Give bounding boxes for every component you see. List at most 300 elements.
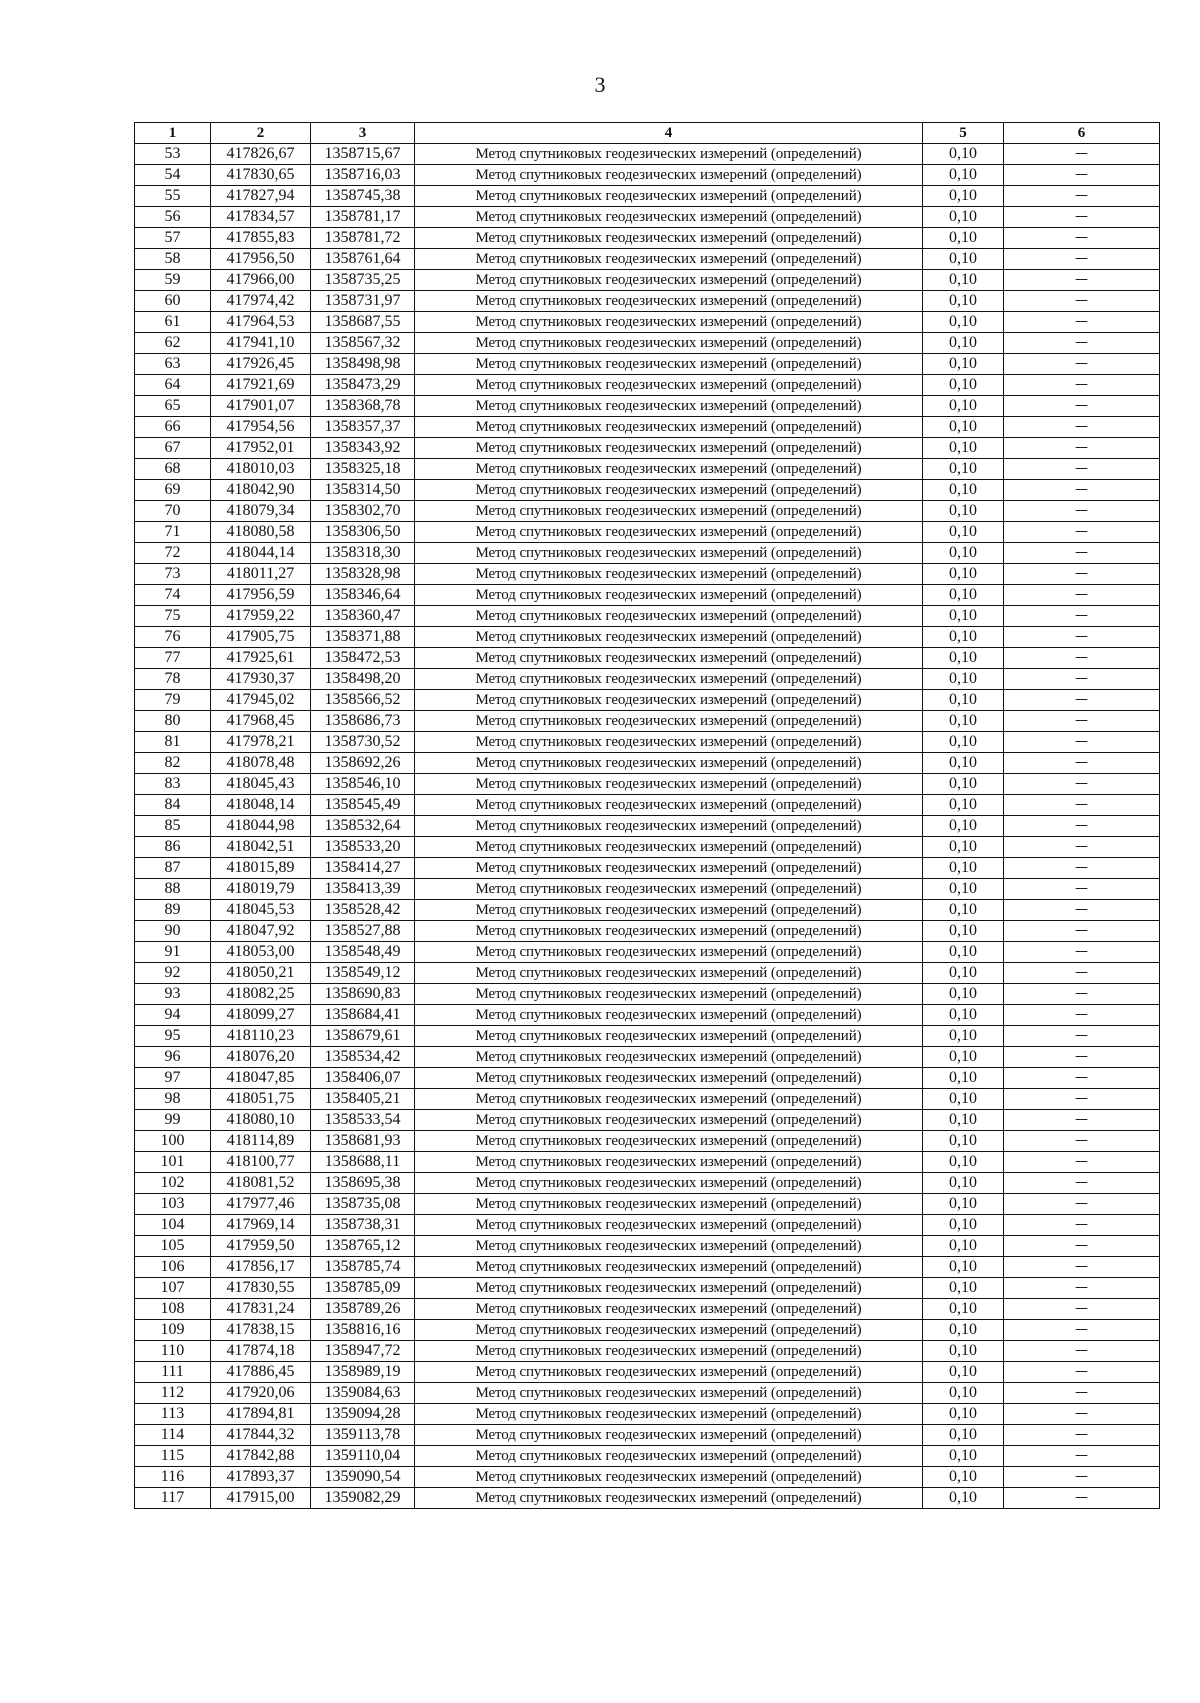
- notes-cell: —: [1004, 858, 1160, 879]
- table-row: [135, 522, 1160, 543]
- notes-cell: —: [1004, 627, 1160, 648]
- point-number-cell: 109: [135, 1320, 211, 1341]
- point-number-cell: 67: [135, 438, 211, 459]
- notes-cell: —: [1004, 480, 1160, 501]
- method-cell: Метод спутниковых геодезических измерений (определений): [415, 228, 923, 249]
- method-cell: Метод спутниковых геодезических измерений (определений): [415, 522, 923, 543]
- method-cell: Метод спутниковых геодезических измерений (определений): [415, 942, 923, 963]
- accuracy-cell: 0,10: [923, 1320, 1004, 1341]
- x-coordinate-cell: 418045,53: [211, 900, 311, 921]
- method-cell: Метод спутниковых геодезических измерений (определений): [415, 585, 923, 606]
- accuracy-cell: 0,10: [923, 1047, 1004, 1068]
- point-number-cell: 60: [135, 291, 211, 312]
- point-number-cell: 97: [135, 1068, 211, 1089]
- method-cell: Метод спутниковых геодезических измерений (определений): [415, 165, 923, 186]
- notes-cell: —: [1004, 1446, 1160, 1467]
- x-coordinate-cell: 417966,00: [211, 270, 311, 291]
- table-row: [135, 438, 1160, 459]
- notes-cell: —: [1004, 291, 1160, 312]
- table-row: [135, 942, 1160, 963]
- notes-cell: —: [1004, 1005, 1160, 1026]
- y-coordinate-cell: 1358532,64: [311, 816, 415, 837]
- x-coordinate-cell: 418044,14: [211, 543, 311, 564]
- y-coordinate-cell: 1358735,25: [311, 270, 415, 291]
- y-coordinate-cell: 1358302,70: [311, 501, 415, 522]
- method-cell: Метод спутниковых геодезических измерений (определений): [415, 270, 923, 291]
- x-coordinate-cell: 417831,24: [211, 1299, 311, 1320]
- x-coordinate-cell: 418099,27: [211, 1005, 311, 1026]
- y-coordinate-cell: 1358533,20: [311, 837, 415, 858]
- y-coordinate-cell: 1358549,12: [311, 963, 415, 984]
- point-number-cell: 87: [135, 858, 211, 879]
- notes-cell: —: [1004, 312, 1160, 333]
- notes-cell: —: [1004, 816, 1160, 837]
- notes-cell: —: [1004, 1404, 1160, 1425]
- table-row: [135, 1047, 1160, 1068]
- notes-cell: —: [1004, 942, 1160, 963]
- method-cell: Метод спутниковых геодезических измерений (определений): [415, 1152, 923, 1173]
- method-cell: Метод спутниковых геодезических измерений (определений): [415, 1215, 923, 1236]
- y-coordinate-cell: 1358715,67: [311, 144, 415, 165]
- point-number-cell: 74: [135, 585, 211, 606]
- notes-cell: —: [1004, 375, 1160, 396]
- table-row: [135, 1068, 1160, 1089]
- x-coordinate-cell: 418042,51: [211, 837, 311, 858]
- x-coordinate-cell: 417969,14: [211, 1215, 311, 1236]
- y-coordinate-cell: 1358473,29: [311, 375, 415, 396]
- point-number-cell: 101: [135, 1152, 211, 1173]
- x-coordinate-cell: 418081,52: [211, 1173, 311, 1194]
- y-coordinate-cell: 1358816,16: [311, 1320, 415, 1341]
- point-number-cell: 59: [135, 270, 211, 291]
- notes-cell: —: [1004, 501, 1160, 522]
- notes-cell: —: [1004, 1257, 1160, 1278]
- method-cell: Метод спутниковых геодезических измерений (определений): [415, 858, 923, 879]
- point-number-cell: 78: [135, 669, 211, 690]
- x-coordinate-cell: 417941,10: [211, 333, 311, 354]
- point-number-cell: 94: [135, 1005, 211, 1026]
- notes-cell: —: [1004, 921, 1160, 942]
- method-cell: Метод спутниковых геодезических измерений (определений): [415, 711, 923, 732]
- coordinates-table: [134, 122, 1160, 1509]
- x-coordinate-cell: 417834,57: [211, 207, 311, 228]
- method-cell: Метод спутниковых геодезических измерений (определений): [415, 249, 923, 270]
- table-row: [135, 1446, 1160, 1467]
- table-row: [135, 795, 1160, 816]
- notes-cell: —: [1004, 900, 1160, 921]
- x-coordinate-cell: 418076,20: [211, 1047, 311, 1068]
- x-coordinate-cell: 417974,42: [211, 291, 311, 312]
- notes-cell: —: [1004, 459, 1160, 480]
- notes-cell: —: [1004, 249, 1160, 270]
- y-coordinate-cell: 1358527,88: [311, 921, 415, 942]
- x-coordinate-cell: 417830,55: [211, 1278, 311, 1299]
- accuracy-cell: 0,10: [923, 1299, 1004, 1320]
- table-row: [135, 270, 1160, 291]
- y-coordinate-cell: 1358687,55: [311, 312, 415, 333]
- x-coordinate-cell: 418082,25: [211, 984, 311, 1005]
- table-row: [135, 1278, 1160, 1299]
- y-coordinate-cell: 1358735,08: [311, 1194, 415, 1215]
- table-row: [135, 984, 1160, 1005]
- point-number-cell: 82: [135, 753, 211, 774]
- table-row: [135, 711, 1160, 732]
- point-number-cell: 103: [135, 1194, 211, 1215]
- accuracy-cell: 0,10: [923, 165, 1004, 186]
- notes-cell: —: [1004, 543, 1160, 564]
- point-number-cell: 91: [135, 942, 211, 963]
- method-cell: Метод спутниковых геодезических измерений (определений): [415, 1005, 923, 1026]
- column-header-4: 4: [415, 123, 923, 144]
- y-coordinate-cell: 1358371,88: [311, 627, 415, 648]
- point-number-cell: 111: [135, 1362, 211, 1383]
- point-number-cell: 71: [135, 522, 211, 543]
- point-number-cell: 58: [135, 249, 211, 270]
- point-number-cell: 80: [135, 711, 211, 732]
- method-cell: Метод спутниковых геодезических измерений (определений): [415, 1320, 923, 1341]
- accuracy-cell: 0,10: [923, 858, 1004, 879]
- notes-cell: —: [1004, 354, 1160, 375]
- page-number: 3: [594, 72, 606, 97]
- method-cell: Метод спутниковых геодезических измерений (определений): [415, 879, 923, 900]
- x-coordinate-cell: 417827,94: [211, 186, 311, 207]
- y-coordinate-cell: 1358405,21: [311, 1089, 415, 1110]
- method-cell: Метод спутниковых геодезических измерений (определений): [415, 1278, 923, 1299]
- point-number-cell: 66: [135, 417, 211, 438]
- method-cell: Метод спутниковых геодезических измерений (определений): [415, 984, 923, 1005]
- notes-cell: —: [1004, 795, 1160, 816]
- point-number-cell: 68: [135, 459, 211, 480]
- accuracy-cell: 0,10: [923, 501, 1004, 522]
- point-number-cell: 65: [135, 396, 211, 417]
- y-coordinate-cell: 1359090,54: [311, 1467, 415, 1488]
- accuracy-cell: 0,10: [923, 1362, 1004, 1383]
- notes-cell: —: [1004, 1467, 1160, 1488]
- table-row: [135, 1425, 1160, 1446]
- x-coordinate-cell: 417893,37: [211, 1467, 311, 1488]
- table-row: [135, 963, 1160, 984]
- x-coordinate-cell: 418051,75: [211, 1089, 311, 1110]
- notes-cell: —: [1004, 669, 1160, 690]
- y-coordinate-cell: 1359082,29: [311, 1488, 415, 1509]
- y-coordinate-cell: 1358413,39: [311, 879, 415, 900]
- y-coordinate-cell: 1358414,27: [311, 858, 415, 879]
- x-coordinate-cell: 417952,01: [211, 438, 311, 459]
- x-coordinate-cell: 418110,23: [211, 1026, 311, 1047]
- x-coordinate-cell: 418044,98: [211, 816, 311, 837]
- table-row: [135, 1089, 1160, 1110]
- y-coordinate-cell: 1358318,30: [311, 543, 415, 564]
- accuracy-cell: 0,10: [923, 228, 1004, 249]
- notes-cell: —: [1004, 1194, 1160, 1215]
- accuracy-cell: 0,10: [923, 312, 1004, 333]
- notes-cell: —: [1004, 1047, 1160, 1068]
- y-coordinate-cell: 1358730,52: [311, 732, 415, 753]
- method-cell: Метод спутниковых геодезических измерений (определений): [415, 795, 923, 816]
- method-cell: Метод спутниковых геодезических измерений (определений): [415, 732, 923, 753]
- table-row: [135, 144, 1160, 165]
- y-coordinate-cell: 1358406,07: [311, 1068, 415, 1089]
- table-row: [135, 1173, 1160, 1194]
- method-cell: Метод спутниковых геодезических измерений (определений): [415, 1194, 923, 1215]
- table-row: [135, 228, 1160, 249]
- method-cell: Метод спутниковых геодезических измерений (определений): [415, 900, 923, 921]
- x-coordinate-cell: 417856,17: [211, 1257, 311, 1278]
- x-coordinate-cell: 417968,45: [211, 711, 311, 732]
- method-cell: Метод спутниковых геодезических измерений (определений): [415, 774, 923, 795]
- method-cell: Метод спутниковых геодезических измерений (определений): [415, 1425, 923, 1446]
- point-number-cell: 85: [135, 816, 211, 837]
- notes-cell: —: [1004, 732, 1160, 753]
- accuracy-cell: 0,10: [923, 1257, 1004, 1278]
- table-row: [135, 1152, 1160, 1173]
- x-coordinate-cell: 417925,61: [211, 648, 311, 669]
- notes-cell: —: [1004, 1425, 1160, 1446]
- method-cell: Метод спутниковых геодезических измерений (определений): [415, 186, 923, 207]
- x-coordinate-cell: 418045,43: [211, 774, 311, 795]
- method-cell: Метод спутниковых геодезических измерений (определений): [415, 144, 923, 165]
- accuracy-cell: 0,10: [923, 1068, 1004, 1089]
- column-header-2: 2: [211, 123, 311, 144]
- point-number-cell: 99: [135, 1110, 211, 1131]
- method-cell: Метод спутниковых геодезических измерений (определений): [415, 1236, 923, 1257]
- method-cell: Метод спутниковых геодезических измерений (определений): [415, 1383, 923, 1404]
- y-coordinate-cell: 1358328,98: [311, 564, 415, 585]
- y-coordinate-cell: 1359084,63: [311, 1383, 415, 1404]
- table-row: [135, 732, 1160, 753]
- table-row: [135, 1110, 1160, 1131]
- accuracy-cell: 0,10: [923, 1173, 1004, 1194]
- point-number-cell: 64: [135, 375, 211, 396]
- y-coordinate-cell: 1358785,09: [311, 1278, 415, 1299]
- y-coordinate-cell: 1358567,32: [311, 333, 415, 354]
- point-number-cell: 110: [135, 1341, 211, 1362]
- x-coordinate-cell: 417959,22: [211, 606, 311, 627]
- y-coordinate-cell: 1358789,26: [311, 1299, 415, 1320]
- notes-cell: —: [1004, 1341, 1160, 1362]
- y-coordinate-cell: 1358546,10: [311, 774, 415, 795]
- point-number-cell: 102: [135, 1173, 211, 1194]
- x-coordinate-cell: 418019,79: [211, 879, 311, 900]
- point-number-cell: 114: [135, 1425, 211, 1446]
- method-cell: Метод спутниковых геодезических измерений (определений): [415, 1131, 923, 1152]
- accuracy-cell: 0,10: [923, 207, 1004, 228]
- notes-cell: —: [1004, 1278, 1160, 1299]
- accuracy-cell: 0,10: [923, 375, 1004, 396]
- y-coordinate-cell: 1358716,03: [311, 165, 415, 186]
- point-number-cell: 57: [135, 228, 211, 249]
- point-number-cell: 72: [135, 543, 211, 564]
- method-cell: Метод спутниковых геодезических измерений (определений): [415, 543, 923, 564]
- point-number-cell: 108: [135, 1299, 211, 1320]
- x-coordinate-cell: 417954,56: [211, 417, 311, 438]
- notes-cell: —: [1004, 144, 1160, 165]
- point-number-cell: 86: [135, 837, 211, 858]
- x-coordinate-cell: 417894,81: [211, 1404, 311, 1425]
- point-number-cell: 88: [135, 879, 211, 900]
- accuracy-cell: 0,10: [923, 1341, 1004, 1362]
- accuracy-cell: 0,10: [923, 291, 1004, 312]
- accuracy-cell: 0,10: [923, 585, 1004, 606]
- y-coordinate-cell: 1359094,28: [311, 1404, 415, 1425]
- table-row: [135, 1467, 1160, 1488]
- point-number-cell: 116: [135, 1467, 211, 1488]
- y-coordinate-cell: 1358692,26: [311, 753, 415, 774]
- table-row: [135, 774, 1160, 795]
- notes-cell: —: [1004, 984, 1160, 1005]
- accuracy-cell: 0,10: [923, 753, 1004, 774]
- x-coordinate-cell: 418010,03: [211, 459, 311, 480]
- accuracy-cell: 0,10: [923, 1215, 1004, 1236]
- x-coordinate-cell: 417886,45: [211, 1362, 311, 1383]
- method-cell: Метод спутниковых геодезических измерений (определений): [415, 1341, 923, 1362]
- method-cell: Метод спутниковых геодезических измерений (определений): [415, 1404, 923, 1425]
- point-number-cell: 107: [135, 1278, 211, 1299]
- table-row: [135, 1257, 1160, 1278]
- y-coordinate-cell: 1358357,37: [311, 417, 415, 438]
- method-cell: Метод спутниковых геодезических измерений (определений): [415, 1488, 923, 1509]
- accuracy-cell: 0,10: [923, 984, 1004, 1005]
- notes-cell: —: [1004, 1110, 1160, 1131]
- method-cell: Метод спутниковых геодезических измерений (определений): [415, 480, 923, 501]
- table-row: [135, 1026, 1160, 1047]
- accuracy-cell: 0,10: [923, 795, 1004, 816]
- table-row: [135, 1383, 1160, 1404]
- table-row: [135, 921, 1160, 942]
- notes-cell: —: [1004, 228, 1160, 249]
- point-number-cell: 79: [135, 690, 211, 711]
- accuracy-cell: 0,10: [923, 921, 1004, 942]
- accuracy-cell: 0,10: [923, 627, 1004, 648]
- notes-cell: —: [1004, 333, 1160, 354]
- table-row: [135, 1404, 1160, 1425]
- y-coordinate-cell: 1358745,38: [311, 186, 415, 207]
- x-coordinate-cell: 418100,77: [211, 1152, 311, 1173]
- method-cell: Метод спутниковых геодезических измерений (определений): [415, 921, 923, 942]
- column-header-6: 6: [1004, 123, 1160, 144]
- y-coordinate-cell: 1358690,83: [311, 984, 415, 1005]
- method-cell: Метод спутниковых геодезических измерений (определений): [415, 1047, 923, 1068]
- accuracy-cell: 0,10: [923, 564, 1004, 585]
- notes-cell: —: [1004, 1488, 1160, 1509]
- table-row: [135, 1299, 1160, 1320]
- notes-cell: —: [1004, 1089, 1160, 1110]
- method-cell: Метод спутниковых геодезических измерений (определений): [415, 1362, 923, 1383]
- method-cell: Метод спутниковых геодезических измерений (определений): [415, 1257, 923, 1278]
- x-coordinate-cell: 417956,59: [211, 585, 311, 606]
- notes-cell: —: [1004, 1362, 1160, 1383]
- x-coordinate-cell: 418047,85: [211, 1068, 311, 1089]
- table-row: [135, 1194, 1160, 1215]
- y-coordinate-cell: 1358781,72: [311, 228, 415, 249]
- x-coordinate-cell: 417830,65: [211, 165, 311, 186]
- notes-cell: —: [1004, 963, 1160, 984]
- table-row: [135, 1341, 1160, 1362]
- point-number-cell: 54: [135, 165, 211, 186]
- method-cell: Метод спутниковых геодезических измерений (определений): [415, 501, 923, 522]
- notes-cell: —: [1004, 1215, 1160, 1236]
- accuracy-cell: 0,10: [923, 354, 1004, 375]
- y-coordinate-cell: 1358566,52: [311, 690, 415, 711]
- x-coordinate-cell: 417844,32: [211, 1425, 311, 1446]
- point-number-cell: 55: [135, 186, 211, 207]
- x-coordinate-cell: 417959,50: [211, 1236, 311, 1257]
- accuracy-cell: 0,10: [923, 396, 1004, 417]
- method-cell: Метод спутниковых геодезических измерений (определений): [415, 375, 923, 396]
- table-row: [135, 1236, 1160, 1257]
- table-row: [135, 480, 1160, 501]
- x-coordinate-cell: 417926,45: [211, 354, 311, 375]
- table-row: [135, 564, 1160, 585]
- x-coordinate-cell: 418042,90: [211, 480, 311, 501]
- table-row: [135, 501, 1160, 522]
- x-coordinate-cell: 418048,14: [211, 795, 311, 816]
- table-row: [135, 186, 1160, 207]
- notes-cell: —: [1004, 186, 1160, 207]
- table-row: [135, 837, 1160, 858]
- y-coordinate-cell: 1358545,49: [311, 795, 415, 816]
- accuracy-cell: 0,10: [923, 690, 1004, 711]
- table-row: [135, 1488, 1160, 1509]
- point-number-cell: 70: [135, 501, 211, 522]
- accuracy-cell: 0,10: [923, 1425, 1004, 1446]
- method-cell: Метод спутниковых геодезических измерений (определений): [415, 1446, 923, 1467]
- accuracy-cell: 0,10: [923, 1236, 1004, 1257]
- method-cell: Метод спутниковых геодезических измерений (определений): [415, 669, 923, 690]
- table-row: [135, 900, 1160, 921]
- notes-cell: —: [1004, 879, 1160, 900]
- x-coordinate-cell: 417921,69: [211, 375, 311, 396]
- point-number-cell: 112: [135, 1383, 211, 1404]
- y-coordinate-cell: 1358325,18: [311, 459, 415, 480]
- y-coordinate-cell: 1358306,50: [311, 522, 415, 543]
- notes-cell: —: [1004, 1152, 1160, 1173]
- accuracy-cell: 0,10: [923, 543, 1004, 564]
- column-header-3: 3: [311, 123, 415, 144]
- method-cell: Метод спутниковых геодезических измерений (определений): [415, 438, 923, 459]
- notes-cell: —: [1004, 753, 1160, 774]
- notes-cell: —: [1004, 522, 1160, 543]
- point-number-cell: 100: [135, 1131, 211, 1152]
- point-number-cell: 117: [135, 1488, 211, 1509]
- accuracy-cell: 0,10: [923, 417, 1004, 438]
- notes-cell: —: [1004, 1236, 1160, 1257]
- method-cell: Метод спутниковых геодезических измерений (определений): [415, 354, 923, 375]
- notes-cell: —: [1004, 774, 1160, 795]
- method-cell: Метод спутниковых геодезических измерений (определений): [415, 291, 923, 312]
- header-row: [135, 123, 1160, 144]
- table-row: [135, 165, 1160, 186]
- y-coordinate-cell: 1358686,73: [311, 711, 415, 732]
- table-row: [135, 396, 1160, 417]
- table-row: [135, 858, 1160, 879]
- accuracy-cell: 0,10: [923, 1110, 1004, 1131]
- method-cell: Метод спутниковых геодезических измерений (определений): [415, 1467, 923, 1488]
- notes-cell: —: [1004, 585, 1160, 606]
- y-coordinate-cell: 1358498,20: [311, 669, 415, 690]
- x-coordinate-cell: 418078,48: [211, 753, 311, 774]
- notes-cell: —: [1004, 1068, 1160, 1089]
- accuracy-cell: 0,10: [923, 1467, 1004, 1488]
- column-header-5: 5: [923, 123, 1004, 144]
- x-coordinate-cell: 417826,67: [211, 144, 311, 165]
- y-coordinate-cell: 1358681,93: [311, 1131, 415, 1152]
- accuracy-cell: 0,10: [923, 1404, 1004, 1425]
- accuracy-cell: 0,10: [923, 1026, 1004, 1047]
- y-coordinate-cell: 1358688,11: [311, 1152, 415, 1173]
- y-coordinate-cell: 1358738,31: [311, 1215, 415, 1236]
- table-row: [135, 879, 1160, 900]
